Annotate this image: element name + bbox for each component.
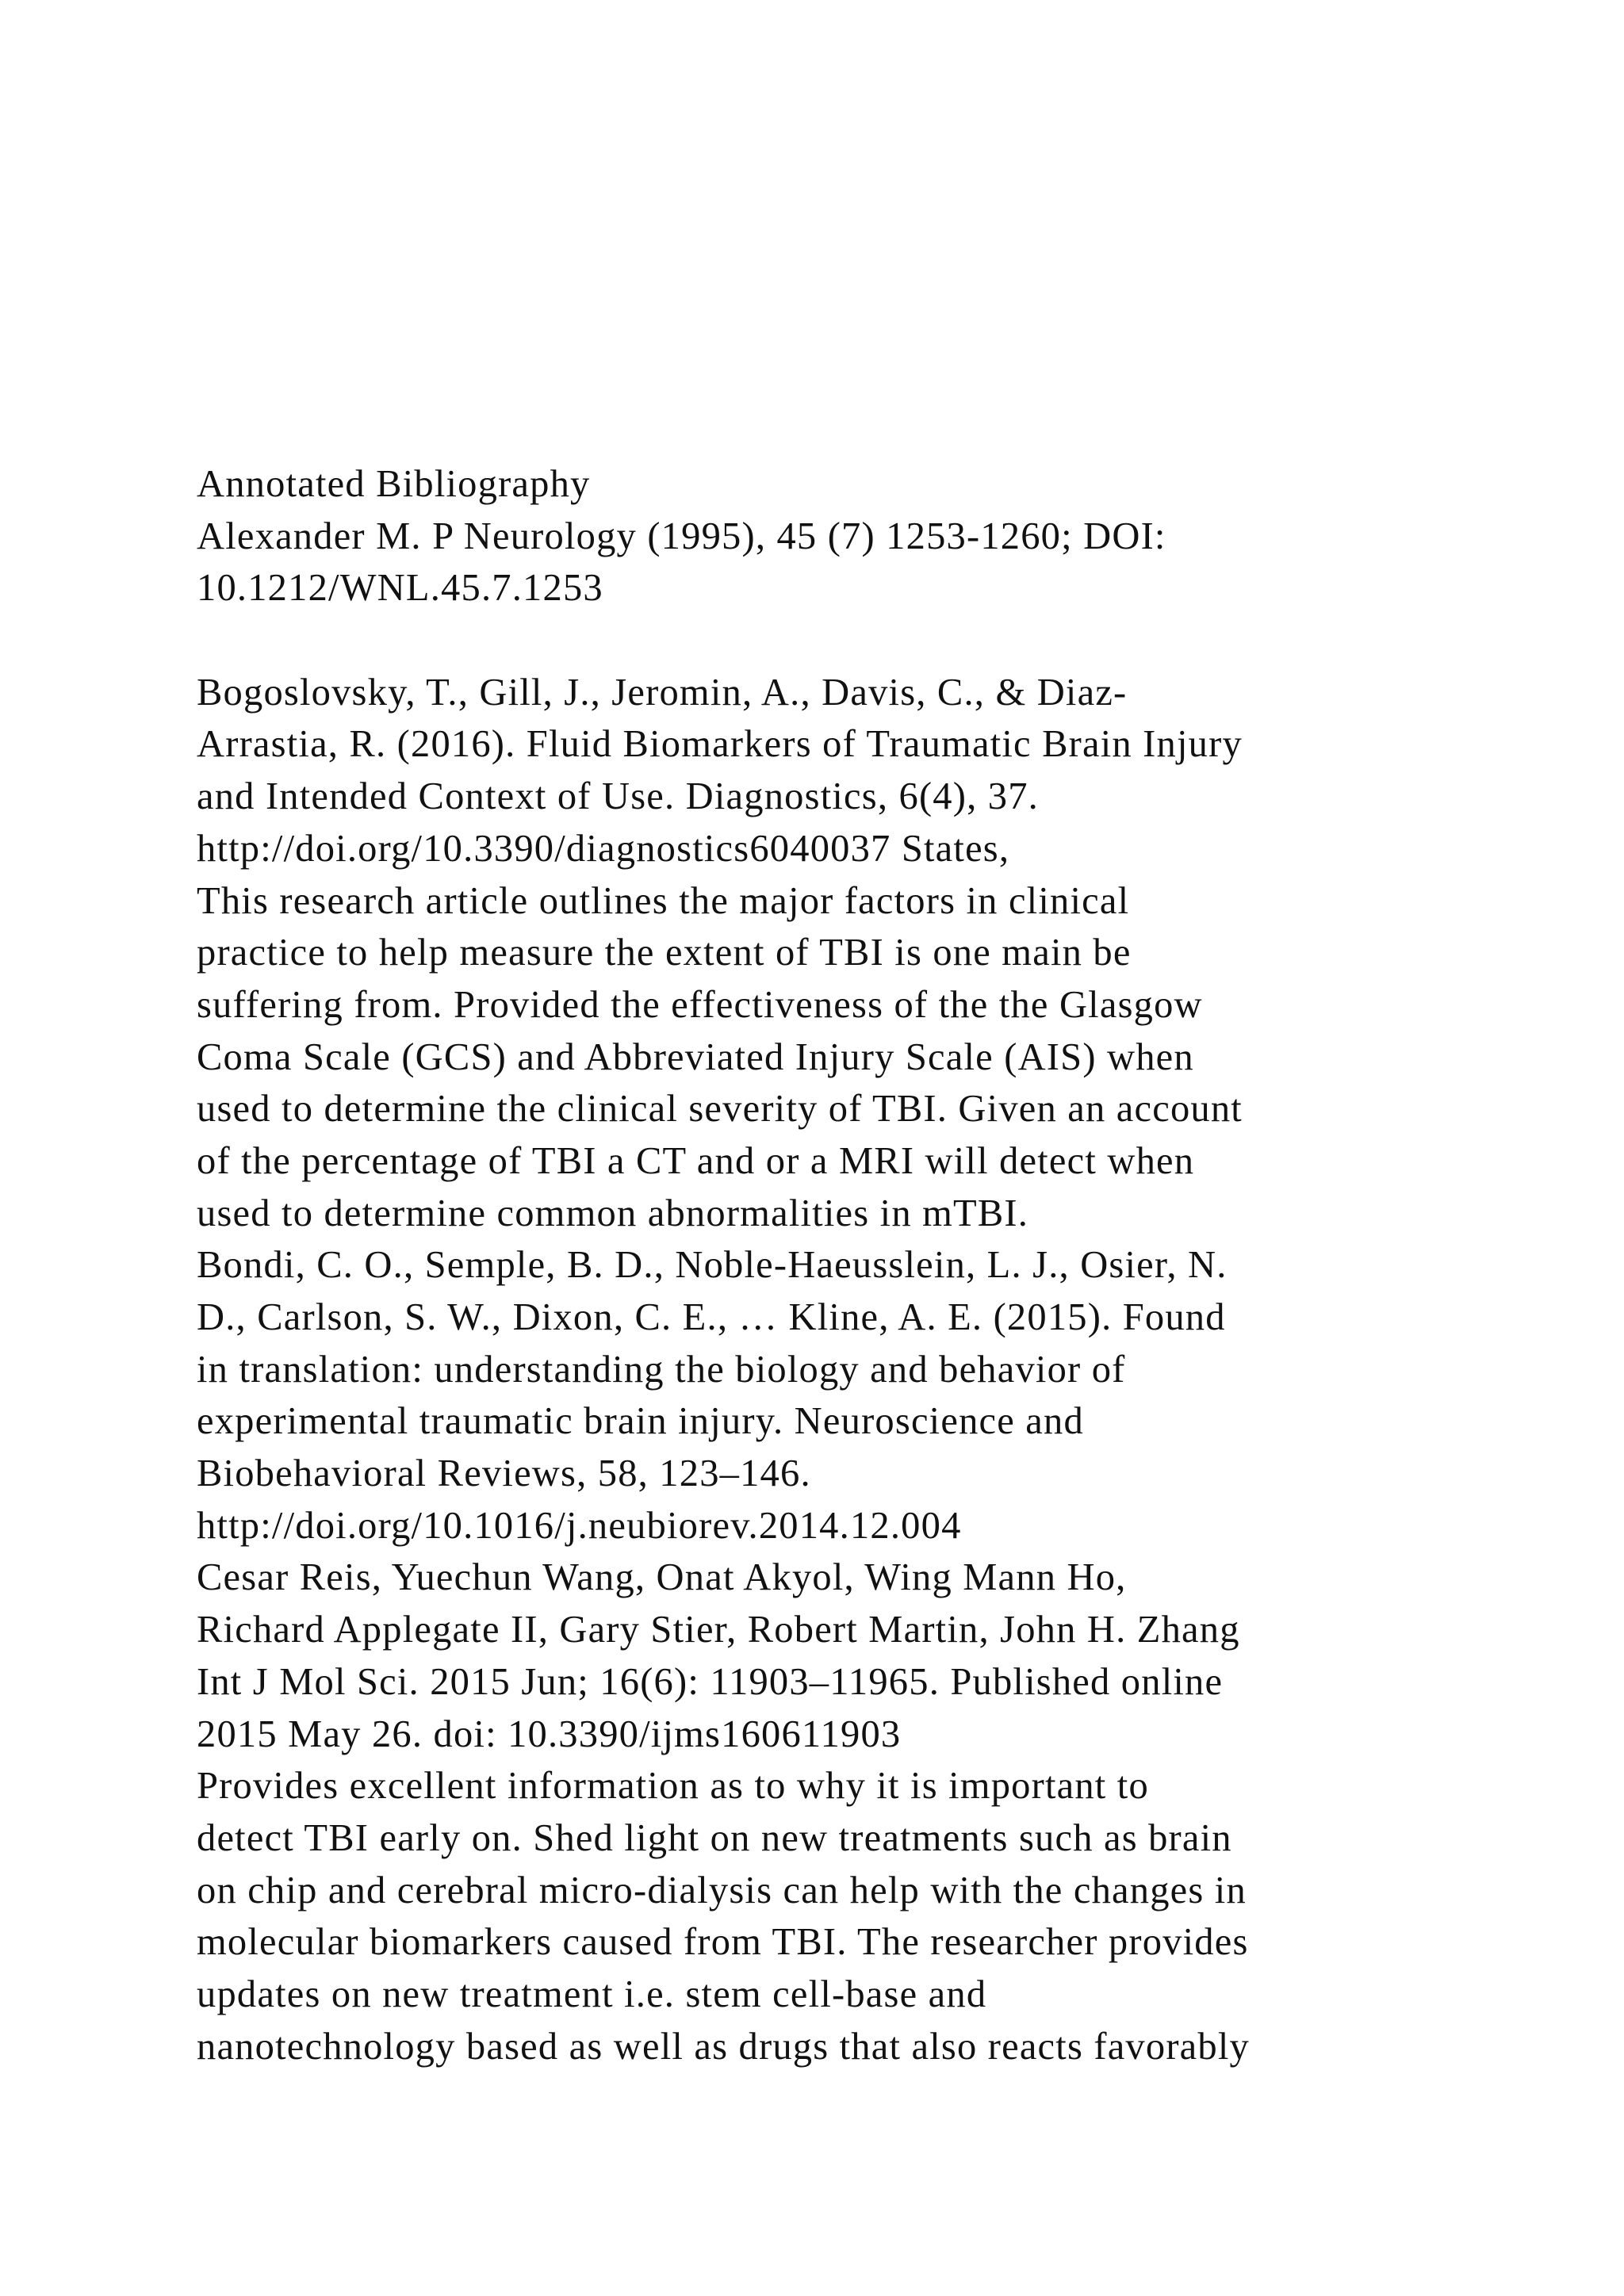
text-line: Int J Mol Sci. 2015 Jun; 16(6): 11903–11965. Published online <box>197 1660 1224 1703</box>
text-line: Alexander M. P Neurology (1995), 45 (7) 1253-1260; DOI: <box>197 515 1166 557</box>
text-line: experimental traumatic brain injury. Neuroscience and <box>197 1400 1084 1443</box>
text-line: 2015 May 26. doi: 10.3390/ijms160611903 <box>197 1712 902 1755</box>
text-line: http://doi.org/10.1016/j.neubiorev.2014.12.004 <box>197 1504 962 1547</box>
bibliography-entry-bogoslovsky <box>197 667 1465 875</box>
bibliography-entry-bondi <box>197 1239 1465 1552</box>
text-line: http://doi.org/10.3390/diagnostics6040037 States, <box>197 827 1010 870</box>
blank-line <box>197 614 1465 667</box>
text-line: molecular biomarkers caused from TBI. The researcher provides <box>197 1921 1249 1964</box>
text-line: Biobehavioral Reviews, 58, 123–146. <box>197 1452 811 1495</box>
text-line: Richard Applegate II, Gary Stier, Robert Martin, John H. Zhang <box>197 1609 1240 1651</box>
bibliography-entry-alexander <box>197 511 1465 614</box>
text-line: on chip and cerebral micro-dialysis can help with the changes in <box>197 1869 1247 1911</box>
bibliography-entry-reis <box>197 1552 1465 1760</box>
text-line: detect TBI early on. Shed light on new treatments such as brain <box>197 1816 1232 1859</box>
text-line: Provides excellent information as to why it is important to <box>197 1765 1149 1808</box>
text-line: nanotechnology based as well as drugs that also reacts favorably <box>197 2025 1250 2068</box>
text-line: 10.1212/WNL.45.7.1253 <box>197 567 603 610</box>
document-title: Annotated Bibliography <box>197 463 591 505</box>
text-line: used to determine common abnormalities in mTBI. <box>197 1192 1029 1234</box>
text-line: updates on new treatment i.e. stem cell-base and <box>197 1973 987 2015</box>
text-line: in translation: understanding the biology and behavior of <box>197 1348 1126 1391</box>
text-line: This research article outlines the major factors in clinical <box>197 879 1130 922</box>
text-line: Cesar Reis, Yuechun Wang, Onat Akyol, Wing Mann Ho, <box>197 1556 1127 1599</box>
text-line: practice to help measure the extent of TBI is one main be <box>197 932 1132 974</box>
document-body <box>197 458 1465 2072</box>
annotation-reis <box>197 1760 1465 2072</box>
text-line: D., Carlson, S. W., Dixon, C. E., … Kline, A. E. (2015). Found <box>197 1296 1226 1338</box>
text-line: of the percentage of TBI a CT and or a MRI will detect when <box>197 1139 1195 1182</box>
text-line: Bogoslovsky, T., Gill, J., Jeromin, A., Davis, C., & Diaz- <box>197 671 1128 714</box>
text-line: used to determine the clinical severity of TBI. Given an account <box>197 1088 1243 1131</box>
text-line: Coma Scale (GCS) and Abbreviated Injury Scale (AIS) when <box>197 1035 1194 1078</box>
text-line: Bondi, C. O., Semple, B. D., Noble-Haeusslein, L. J., Osier, N. <box>197 1244 1228 1287</box>
annotation-bogoslovsky <box>197 875 1465 1240</box>
text-line: and Intended Context of Use. Diagnostics, 6(4), 37. <box>197 775 1039 818</box>
text-line: Arrastia, R. (2016). Fluid Biomarkers of Traumatic Brain Injury <box>197 723 1243 766</box>
text-line: suffering from. Provided the effectiveness of the the Glasgow <box>197 983 1203 1026</box>
